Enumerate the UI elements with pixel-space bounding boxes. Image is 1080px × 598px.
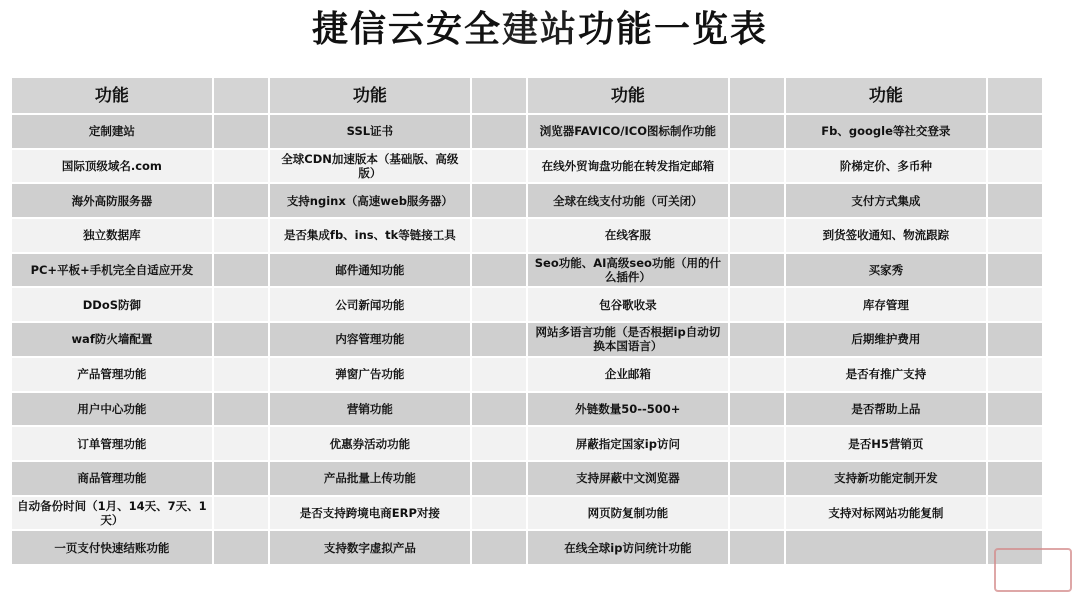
spacer-cell — [987, 287, 1043, 322]
table-cell: 支持新功能定制开发 — [785, 461, 987, 496]
spacer-cell — [471, 253, 527, 288]
table-cell: waf防火墙配置 — [11, 322, 213, 357]
title-part-3: 功能一览表 — [578, 9, 769, 50]
table-cell: DDoS防御 — [11, 287, 213, 322]
spacer-cell — [213, 183, 269, 218]
table-cell: 是否H5营销页 — [785, 426, 987, 461]
table-cell: 邮件通知功能 — [269, 253, 471, 288]
table-cell — [785, 530, 987, 565]
table-cell: Fb、google等社交登录 — [785, 114, 987, 149]
table-cell: 支付方式集成 — [785, 183, 987, 218]
table-row — [11, 357, 1043, 392]
table-cell: 商品管理功能 — [11, 461, 213, 496]
table-cell: 国际顶级域名.com — [11, 149, 213, 184]
column-header-3: 功能 — [527, 77, 729, 114]
spacer-cell — [213, 322, 269, 357]
table-cell: 优惠券活动功能 — [269, 426, 471, 461]
table-cell: 支持nginx（高速web服务器） — [269, 183, 471, 218]
spacer-cell — [213, 218, 269, 253]
spacer-cell — [987, 218, 1043, 253]
spacer-cell — [987, 357, 1043, 392]
header-spacer-cell — [729, 77, 785, 114]
table-row — [11, 496, 1043, 531]
title-part-2: 建站 — [501, 9, 578, 50]
spacer-cell — [471, 287, 527, 322]
spacer-cell — [471, 149, 527, 184]
table-row — [11, 114, 1043, 149]
table-row — [11, 149, 1043, 184]
spacer-cell — [987, 149, 1043, 184]
spacer-cell — [729, 218, 785, 253]
spacer-cell — [729, 149, 785, 184]
table-cell: 阶梯定价、多币种 — [785, 149, 987, 184]
watermark-stamp — [994, 548, 1072, 592]
table-cell: 定制建站 — [11, 114, 213, 149]
table-row — [11, 392, 1043, 427]
table-row — [11, 183, 1043, 218]
spacer-cell — [729, 461, 785, 496]
spacer-cell — [213, 149, 269, 184]
table-cell: 产品管理功能 — [11, 357, 213, 392]
spacer-cell — [471, 461, 527, 496]
table-cell: 买家秀 — [785, 253, 987, 288]
spacer-cell — [729, 322, 785, 357]
spacer-cell — [213, 253, 269, 288]
spacer-cell — [471, 530, 527, 565]
table-cell: 全球在线支付功能（可关闭） — [527, 183, 729, 218]
table-cell: 是否集成fb、ins、tk等链接工具 — [269, 218, 471, 253]
spacer-cell — [213, 461, 269, 496]
spacer-cell — [987, 461, 1043, 496]
table-cell: 一页支付快速结账功能 — [11, 530, 213, 565]
spacer-cell — [471, 218, 527, 253]
table-cell: 网页防复制功能 — [527, 496, 729, 531]
table-cell: 支持对标网站功能复制 — [785, 496, 987, 531]
table-row — [11, 253, 1043, 288]
spacer-cell — [729, 426, 785, 461]
spacer-cell — [471, 322, 527, 357]
table-row — [11, 426, 1043, 461]
spacer-cell — [987, 322, 1043, 357]
spacer-cell — [987, 183, 1043, 218]
table-cell: 自动备份时间（1月、14天、7天、1天） — [11, 496, 213, 531]
spacer-cell — [729, 530, 785, 565]
spacer-cell — [213, 287, 269, 322]
spacer-cell — [987, 392, 1043, 427]
header-spacer-cell — [987, 77, 1043, 114]
table-cell: 全球CDN加速版本（基础版、高级版） — [269, 149, 471, 184]
table-row — [11, 530, 1043, 565]
spacer-cell — [213, 530, 269, 565]
spacer-cell — [729, 253, 785, 288]
table-cell: 产品批量上传功能 — [269, 461, 471, 496]
spacer-cell — [987, 496, 1043, 531]
table-cell: 包谷歌收录 — [527, 287, 729, 322]
table-cell: 库存管理 — [785, 287, 987, 322]
table-header-row — [11, 77, 1043, 114]
table-cell: 是否有推广支持 — [785, 357, 987, 392]
spacer-cell — [987, 253, 1043, 288]
table-cell: 弹窗广告功能 — [269, 357, 471, 392]
table-cell: 在线客服 — [527, 218, 729, 253]
table-row — [11, 461, 1043, 496]
table-body — [11, 114, 1043, 565]
table-cell: 网站多语言功能（是否根据ip自动切换本国语言） — [527, 322, 729, 357]
spacer-cell — [471, 392, 527, 427]
column-header-1: 功能 — [11, 77, 213, 114]
table-cell: 企业邮箱 — [527, 357, 729, 392]
table-cell: 内容管理功能 — [269, 322, 471, 357]
table-cell: 支持屏蔽中文浏览器 — [527, 461, 729, 496]
page-title — [0, 8, 1080, 52]
spacer-cell — [471, 357, 527, 392]
table-cell: 独立数据库 — [11, 218, 213, 253]
table-row — [11, 287, 1043, 322]
table-cell: SSL证书 — [269, 114, 471, 149]
header-spacer-cell — [471, 77, 527, 114]
table-cell: 外链数量50--500+ — [527, 392, 729, 427]
spacer-cell — [213, 357, 269, 392]
table-cell: 是否支持跨境电商ERP对接 — [269, 496, 471, 531]
spacer-cell — [729, 392, 785, 427]
spacer-cell — [987, 114, 1043, 149]
table-row — [11, 322, 1043, 357]
spacer-cell — [729, 496, 785, 531]
table-cell: 公司新闻功能 — [269, 287, 471, 322]
spacer-cell — [213, 114, 269, 149]
title-part-1: 捷信云安全 — [311, 9, 502, 50]
table-row — [11, 218, 1043, 253]
spacer-cell — [987, 426, 1043, 461]
table-cell: 在线外贸询盘功能在转发指定邮箱 — [527, 149, 729, 184]
spacer-cell — [729, 114, 785, 149]
spacer-cell — [729, 183, 785, 218]
column-header-2: 功能 — [269, 77, 471, 114]
spacer-cell — [213, 426, 269, 461]
table-cell: 营销功能 — [269, 392, 471, 427]
table-cell: 用户中心功能 — [11, 392, 213, 427]
spacer-cell — [471, 114, 527, 149]
table-cell: 浏览器FAVICO/ICO图标制作功能 — [527, 114, 729, 149]
spacer-cell — [213, 496, 269, 531]
spacer-cell — [729, 287, 785, 322]
table-cell: 是否帮助上品 — [785, 392, 987, 427]
feature-table — [10, 76, 1044, 566]
table-cell: 在线全球ip访问统计功能 — [527, 530, 729, 565]
spacer-cell — [471, 426, 527, 461]
table-cell: 后期维护费用 — [785, 322, 987, 357]
table-cell: 订单管理功能 — [11, 426, 213, 461]
spacer-cell — [729, 357, 785, 392]
table-cell: PC+平板+手机完全自适应开发 — [11, 253, 213, 288]
column-header-4: 功能 — [785, 77, 987, 114]
table-cell: 支持数字虚拟产品 — [269, 530, 471, 565]
spacer-cell — [471, 496, 527, 531]
table-cell: 屏蔽指定国家ip访问 — [527, 426, 729, 461]
table-cell: Seo功能、AI高级seo功能（用的什么插件） — [527, 253, 729, 288]
spacer-cell — [213, 392, 269, 427]
table-cell: 到货签收通知、物流跟踪 — [785, 218, 987, 253]
table-cell: 海外高防服务器 — [11, 183, 213, 218]
header-spacer-cell — [213, 77, 269, 114]
spacer-cell — [471, 183, 527, 218]
